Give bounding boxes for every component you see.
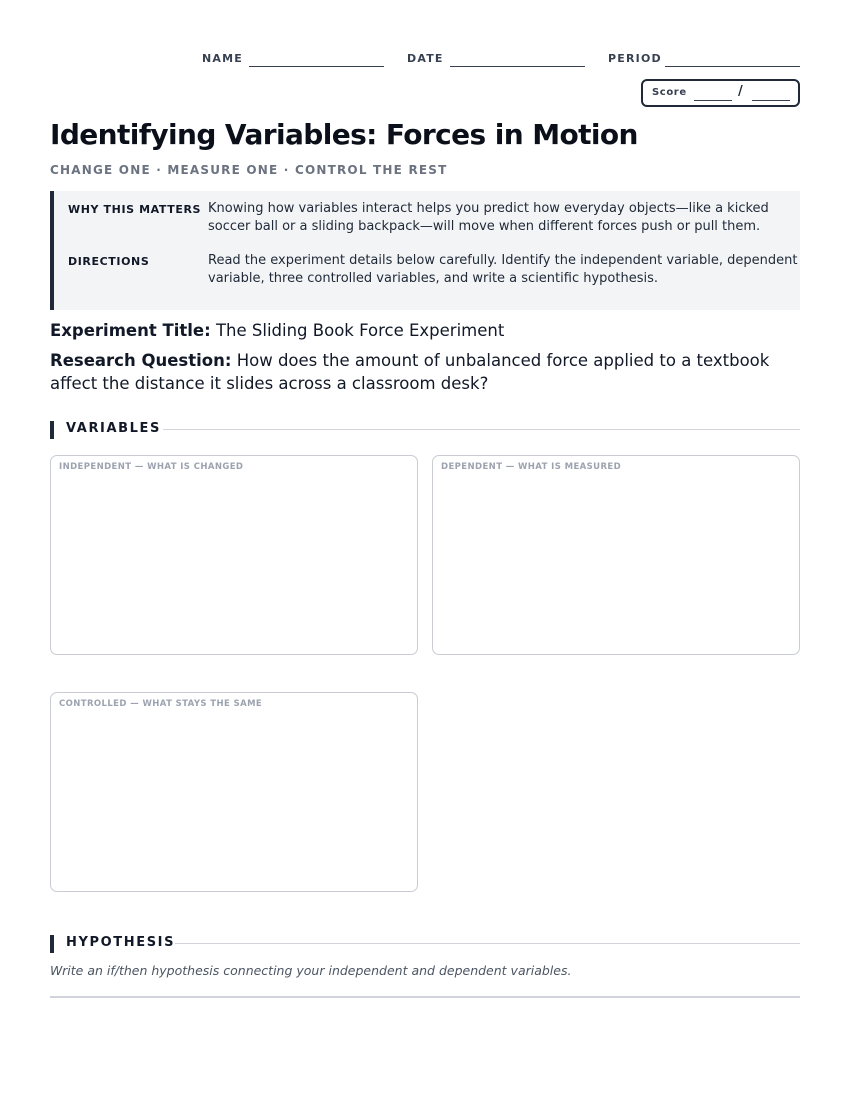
score-separator: / [738, 84, 743, 99]
date-field[interactable] [450, 66, 585, 67]
variables-section-rule [163, 429, 800, 430]
research-question-label: Research Question: [50, 351, 232, 370]
hypothesis-section-rule [175, 943, 800, 944]
research-question [50, 349, 800, 395]
info-panel [50, 191, 800, 310]
hypothesis-answer-line[interactable] [50, 996, 800, 998]
period-field[interactable] [665, 66, 800, 67]
research-question-value: How does the amount of unbalanced force applied to a textbook affect the distance it slides across a classroom desk? [50, 351, 770, 393]
name-field[interactable] [249, 66, 384, 67]
variables-section-title: VARIABLES [66, 421, 161, 436]
controlled-variables-label: CONTROLLED — WHAT STAYS THE SAME [59, 699, 263, 709]
experiment-title [50, 321, 504, 340]
directions-text: Read the experiment details below carefully. Identify the independent variable, dependent variable, three controlled variables, and write a scientific hypothesis. [208, 253, 798, 286]
hypothesis-prompt: Write an if/then hypothesis connecting your independent and dependent variables. [50, 963, 572, 978]
controlled-variables-box[interactable] [50, 692, 418, 892]
independent-variable-box[interactable] [50, 455, 418, 655]
variables-section-marker [50, 421, 54, 439]
experiment-title-value: The Sliding Book Force Experiment [215, 321, 505, 340]
hypothesis-section-title: HYPOTHESIS [66, 935, 176, 950]
directions-label: DIRECTIONS [68, 255, 150, 268]
score-label: Score [652, 87, 687, 98]
score-box [641, 79, 800, 107]
experiment-title-label: Experiment Title: [50, 321, 211, 340]
name-label: NAME [202, 52, 243, 65]
student-info-row [0, 52, 850, 70]
dependent-variable-box[interactable] [432, 455, 800, 655]
hypothesis-section-marker [50, 935, 54, 953]
score-total-field[interactable] [752, 100, 790, 101]
page-title: Identifying Variables: Forces in Motion [50, 118, 638, 151]
why-label: WHY THIS MATTERS [68, 203, 202, 216]
page-subtitle: CHANGE ONE · MEASURE ONE · CONTROL THE REST [50, 163, 448, 177]
score-earned-field[interactable] [694, 100, 732, 101]
period-label: PERIOD [608, 52, 662, 65]
why-text: Knowing how variables interact helps you predict how everyday objects—like a kicked soccer ball or a sliding backpack—will move when different forces push or pull them. [208, 201, 769, 234]
date-label: DATE [407, 52, 444, 65]
independent-variable-label: INDEPENDENT — WHAT IS CHANGED [59, 462, 244, 472]
dependent-variable-label: DEPENDENT — WHAT IS MEASURED [441, 462, 622, 472]
